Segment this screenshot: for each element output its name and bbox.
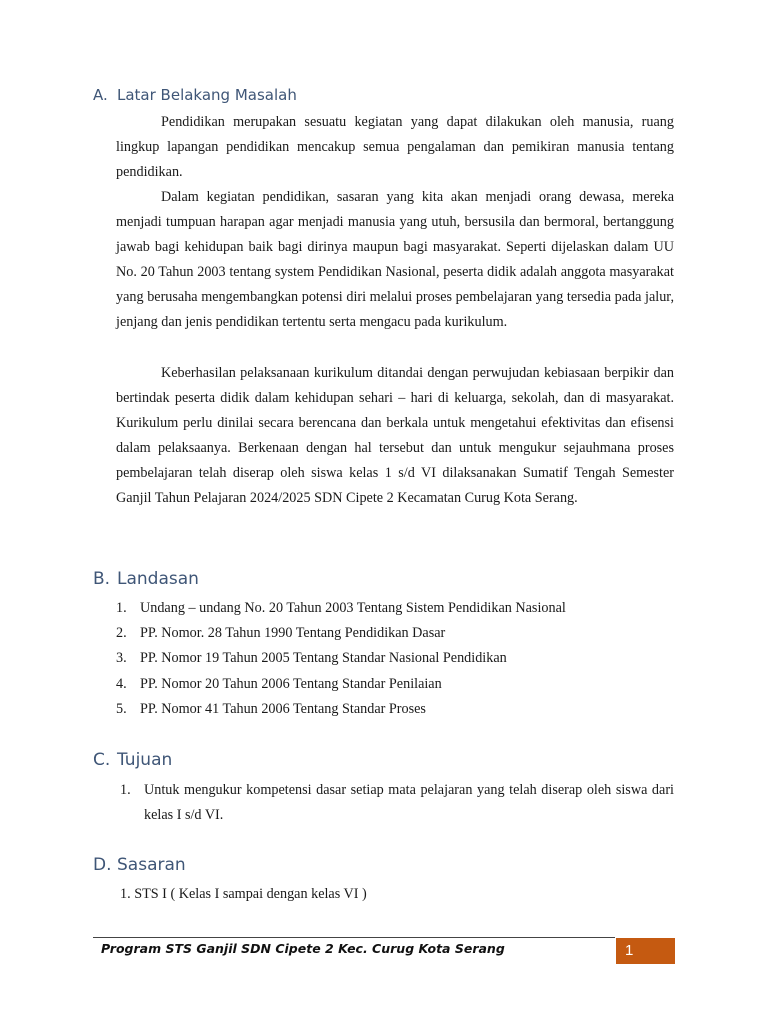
footer-text: Program STS Ganjil SDN Cipete 2 Kec. Curug Kota Serang xyxy=(101,941,505,956)
section-b-letter: B. xyxy=(93,569,111,589)
section-d-letter: D. xyxy=(93,855,112,875)
page-number-badge xyxy=(616,938,675,964)
section-a-paragraph-1: Pendidikan merupakan sesuatu kegiatan yang dapat dilakukan oleh manusia, ruang lingkup lapangan pendidikan mencakup semua pengalaman dan pemikiran manusia tentang pendidikan. xyxy=(116,114,674,180)
section-b-title: Landasan xyxy=(117,569,199,589)
section-c-letter: C. xyxy=(93,750,111,770)
section-c-title: Tujuan xyxy=(117,750,173,770)
section-d-title: Sasaran xyxy=(117,855,186,875)
list-item-number: 5. xyxy=(116,700,127,717)
landasan-list xyxy=(116,596,676,722)
list-item-number: 4. xyxy=(116,675,127,692)
section-a-letter: A. xyxy=(93,86,108,104)
list-item-text: PP. Nomor 20 Tahun 2006 Tentang Standar Penilaian xyxy=(140,675,442,692)
tujuan-list-item xyxy=(120,778,674,827)
section-a-paragraph-3: Keberhasilan pelaksanaan kurikulum ditandai dengan perwujudan kebiasaan berpikir dan bertindak peserta didik dalam kehidupan sehari – hari di keluarga, sekolah, dan di masyarakat. Kurikulum perlu dinilai secara berencana dan berkala untuk mengetahui efektivitas dan efisensi dalam pelaksaanya. Berkenaan dengan hal tersebut dan untuk mengukur sejauhmana proses pembelajaran telah diserap oleh siswa kelas 1 s/d VI dilaksanakan Sumatif Tengah Semester Ganjil Tahun Pelajaran 2024/2025 SDN Cipete 2 Kecamatan Curug Kota Serang. xyxy=(116,365,674,506)
list-item xyxy=(116,646,676,671)
section-a-title: Latar Belakang Masalah xyxy=(117,86,297,104)
list-item-text: Untuk mengukur kompetensi dasar setiap mata pelajaran yang telah diserap oleh siswa dari kelas I s/d VI. xyxy=(144,782,674,823)
list-item-number: 3. xyxy=(116,650,127,667)
section-a-heading xyxy=(93,86,297,104)
list-item xyxy=(116,697,676,722)
list-item-number: 1. xyxy=(120,782,131,798)
footer-divider xyxy=(93,937,615,938)
list-item-text: PP. Nomor 19 Tahun 2005 Tentang Standar Nasional Pendidikan xyxy=(140,650,507,667)
section-b-heading xyxy=(93,569,199,589)
page-number: 1 xyxy=(625,942,634,959)
list-item-number: 2. xyxy=(116,625,127,642)
section-a-paragraph-2: Dalam kegiatan pendidikan, sasaran yang kita akan menjadi orang dewasa, mereka menjadi tumpuan harapan agar menjadi manusia yang utuh, bersusila dan bermoral, bertanggung jawab bagi kehidupan baik bagi dirinya maupun bagi masyarakat. Seperti dijelaskan dalam UU No. 20 Tahun 2003 tentang system Pendidikan Nasional, peserta didik adalah anggota masyarakat yang berusaha mengembangkan potensi diri melalui proses pembelajaran yang tersedia pada jalur, jenjang dan jenis pendidikan tertentu serta mengacu pada kurikulum. xyxy=(116,189,674,330)
section-d-heading xyxy=(93,855,186,875)
list-item-text: PP. Nomor. 28 Tahun 1990 Tentang Pendidikan Dasar xyxy=(140,625,446,642)
list-item xyxy=(116,621,676,646)
list-item-text: Undang – undang No. 20 Tahun 2003 Tentang Sistem Pendidikan Nasional xyxy=(140,600,566,616)
list-item xyxy=(116,672,676,697)
list-item xyxy=(116,596,676,621)
list-item-text: PP. Nomor 41 Tahun 2006 Tentang Standar Proses xyxy=(140,700,426,717)
sasaran-list-item: 1. STS I ( Kelas I sampai dengan kelas VI ) xyxy=(120,886,367,902)
section-c-heading xyxy=(93,750,172,770)
list-item-number: 1. xyxy=(116,600,127,616)
